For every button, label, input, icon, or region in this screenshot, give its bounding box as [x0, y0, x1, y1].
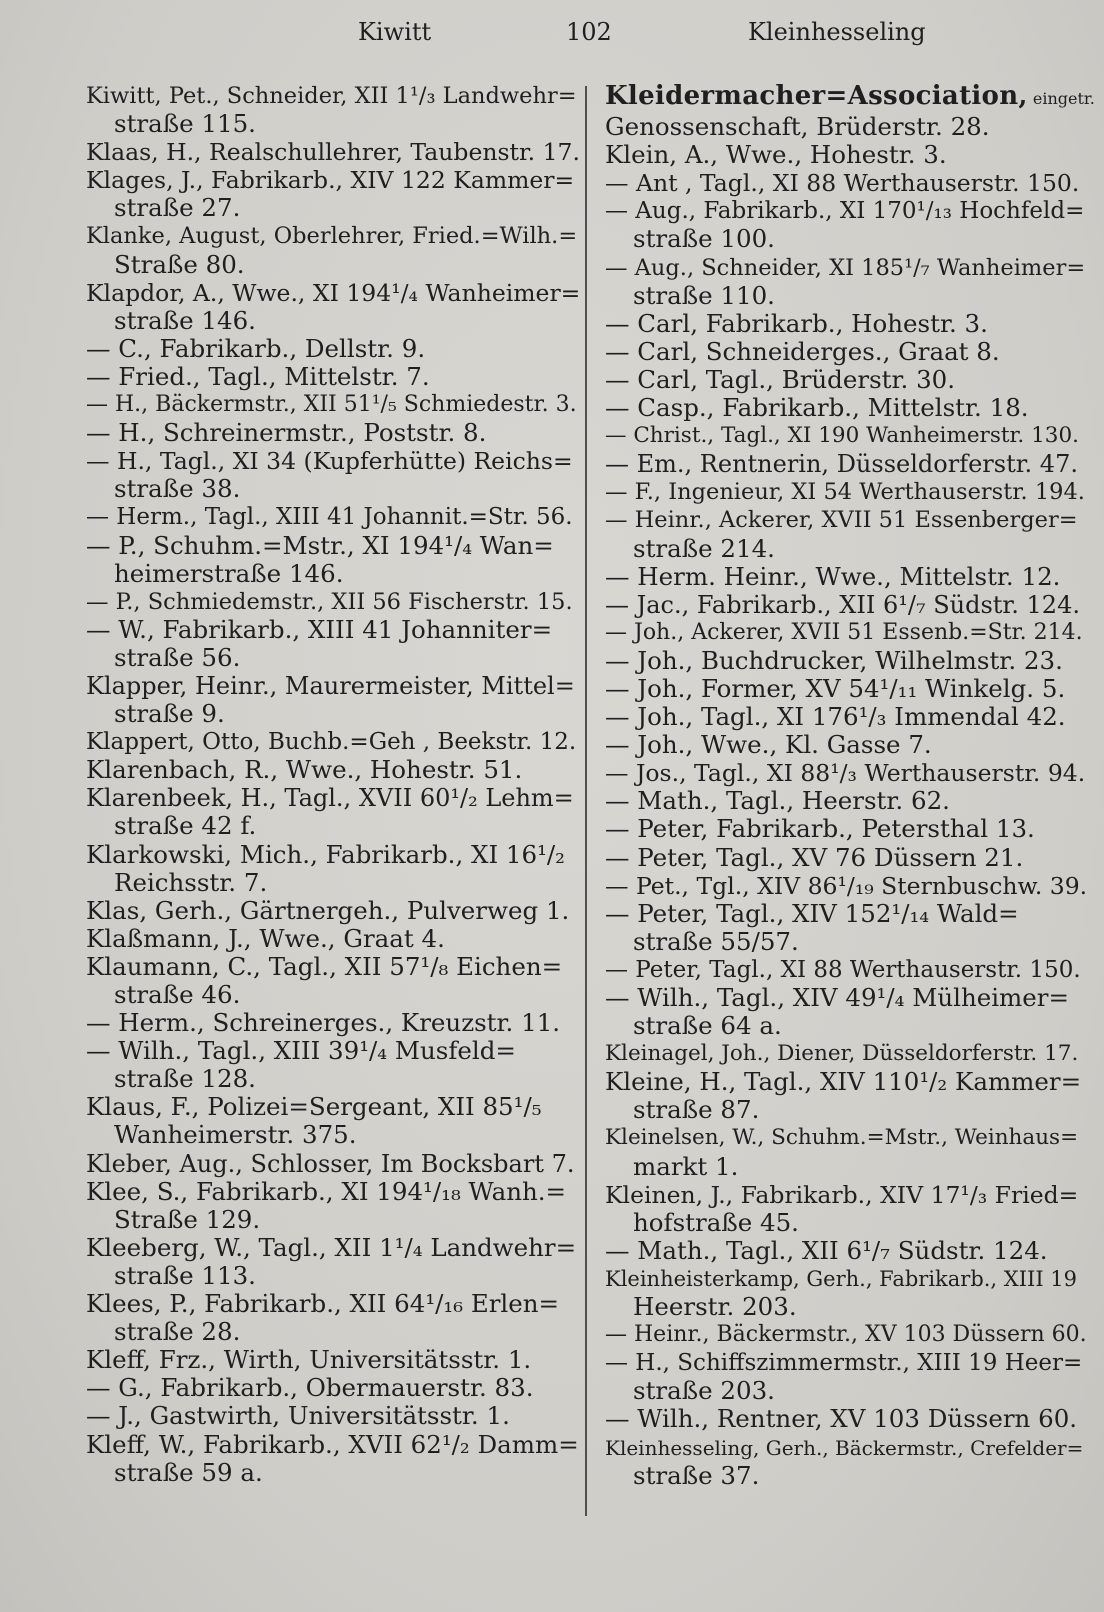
- directory-entry: [605, 1181, 1087, 1237]
- directory-entry: [86, 1431, 580, 1487]
- directory-entry: [605, 1237, 1087, 1265]
- entry-line: Kleinelsen, W., Schuhm.=Mstr., Weinhaus=: [605, 1125, 1079, 1151]
- entry-line: Klees, P., Fabrikarb., XII 64¹/₁₆ Erlen=: [86, 1289, 560, 1319]
- entry-continuation: straße 59 a.: [114, 1457, 263, 1487]
- directory-entry: [86, 1150, 580, 1178]
- entry-line: Kleinhesseling, Gerh., Bäckermstr., Crefelder=: [605, 1435, 1084, 1460]
- entry-line: — Wilh., Tagl., XIV 49¹/₄ Mülheimer=: [605, 983, 1070, 1012]
- directory-entry: [86, 1178, 580, 1234]
- entry-line: Klaßmann, J., Wwe., Graat 4.: [86, 923, 445, 953]
- directory-entry: [86, 1234, 580, 1290]
- entry-line: — Heinr., Bäckermstr., XV 103 Düssern 60.: [605, 1322, 1087, 1348]
- directory-entry: [605, 310, 1087, 338]
- entry-line: — Pet., Tgl., XIV 86¹/₁₉ Sternbuschw. 39.: [605, 871, 1088, 900]
- entry-continuation: Heerstr. 203.: [633, 1292, 797, 1322]
- directory-entry: [605, 338, 1087, 366]
- entry-continuation: straße 203.: [633, 1376, 775, 1406]
- entry-continuation: straße 38.: [114, 474, 241, 504]
- header-last-entry: Kleinhesseling: [748, 18, 926, 46]
- entry-line: — Peter, Tagl., XIV 152¹/₁₄ Wald=: [605, 898, 1019, 928]
- entry-continuation: straße 27.: [114, 193, 241, 223]
- entry-line: Kleinheisterkamp, Gerh., Fabrikarb., XIII 19: [605, 1266, 1078, 1291]
- association-title: Kleidermacher=Association,: [605, 81, 1028, 111]
- entry-line: — Aug., Fabrikarb., XI 170¹/₁₃ Hochfeld=: [605, 198, 1085, 225]
- entry-line: Klaus, F., Polizei=Sergeant, XII 85¹/₅: [86, 1092, 542, 1122]
- entry-line: — Peter, Tagl., XI 88 Werthauserstr. 150.: [605, 956, 1081, 983]
- directory-entry: [605, 1405, 1087, 1433]
- directory-entry: [86, 82, 580, 138]
- entry-continuation: straße 46.: [114, 980, 241, 1009]
- directory-entry: [86, 1009, 580, 1037]
- directory-entry: [86, 588, 580, 616]
- entry-line: — Casp., Fabrikarb., Mittelstr. 18.: [605, 393, 1029, 423]
- entry-continuation: straße 146.: [114, 305, 256, 335]
- entry-line: — Carl, Fabrikarb., Hohestr. 3.: [605, 308, 988, 338]
- entry-line: — Math., Tagl., XII 6¹/₇ Südstr. 124.: [605, 1235, 1048, 1265]
- directory-entry: [605, 1349, 1087, 1405]
- left-column: [86, 82, 580, 1487]
- entry-line: Kleine, H., Tagl., XIV 110¹/₂ Kammer=: [605, 1067, 1082, 1097]
- association-title-rest: eingetr.: [1027, 89, 1095, 108]
- page-header: [0, 18, 1104, 58]
- entry-continuation: straße 87.: [633, 1095, 760, 1125]
- entry-continuation: Wanheimerstr. 375.: [114, 1120, 357, 1150]
- directory-entry: [86, 1290, 580, 1346]
- directory-entry: [86, 841, 580, 897]
- directory-entry: [605, 506, 1087, 562]
- entry-line: Klapdor, A., Wwe., XI 194¹/₄ Wanheimer=: [86, 278, 581, 307]
- directory-entry: [605, 675, 1087, 703]
- entry-line: — Ant , Tagl., XI 88 Werthauserstr. 150.: [605, 169, 1080, 198]
- directory-entry: [605, 450, 1087, 478]
- entry-line: Klarkowski, Mich., Fabrikarb., XI 16¹/₂: [86, 839, 566, 869]
- entry-line: — H., Schreinermstr., Poststr. 8.: [86, 418, 487, 448]
- entry-line: — C., Fabrikarb., Dellstr. 9.: [86, 333, 426, 363]
- directory-entry: [605, 956, 1087, 984]
- entry-line: — H., Bäckermstr., XII 51¹/₅ Schmiedestr. 3.: [86, 392, 577, 418]
- directory-entry: [605, 591, 1087, 619]
- directory-entry: [86, 672, 580, 728]
- directory-entry: [605, 984, 1087, 1040]
- entry-line: — Aug., Schneider, XI 185¹/₇ Wanheimer=: [605, 254, 1086, 281]
- directory-entry: [605, 844, 1087, 872]
- entry-line: Kleeberg, W., Tagl., XII 1¹/₄ Landwehr=: [86, 1232, 577, 1262]
- directory-entry: [86, 532, 580, 588]
- directory-entry: [86, 166, 580, 222]
- entry-line: — Heinr., Ackerer, XVII 51 Essenberger=: [605, 507, 1078, 534]
- entry-continuation: markt 1.: [633, 1151, 739, 1181]
- entry-continuation: straße 128.: [114, 1064, 256, 1094]
- directory-entry: [605, 1040, 1087, 1068]
- entry-line: Kleinagel, Joh., Diener, Düsseldorferstr. 17.: [605, 1041, 1079, 1067]
- entry-line: — Fried., Tagl., Mittelstr. 7.: [86, 361, 430, 391]
- directory-entry: [605, 1265, 1087, 1321]
- directory-entry: [605, 563, 1087, 591]
- directory-entry: [86, 503, 580, 531]
- entry-continuation: straße 214.: [633, 533, 775, 563]
- directory-entry: [86, 925, 580, 953]
- entry-continuation: straße 28.: [114, 1317, 241, 1347]
- entry-line: — P., Schuhm.=Mstr., XI 194¹/₄ Wan=: [86, 530, 554, 560]
- entry-continuation: Straße 80.: [114, 249, 245, 279]
- entry-line: — Herm., Tagl., XIII 41 Johannit.=Str. 56.: [86, 504, 573, 531]
- directory-entry: [86, 363, 580, 391]
- entry-line: — H., Tagl., XI 34 (Kupferhütte) Reichs=: [86, 447, 573, 476]
- directory-entry: [605, 113, 1087, 141]
- entry-line: Klein, A., Wwe., Hohestr. 3.: [605, 140, 947, 170]
- entry-line: Klarenbach, R., Wwe., Hohestr. 51.: [86, 755, 523, 785]
- directory-entry: [86, 279, 580, 335]
- entry-continuation: Straße 129.: [114, 1204, 261, 1234]
- right-column-title-line: [605, 81, 1095, 113]
- entry-continuation: hofstraße 45.: [633, 1207, 799, 1237]
- entry-line: — Herm., Schreinerges., Kreuzstr. 11.: [86, 1008, 561, 1038]
- entry-continuation: straße 55/57.: [633, 926, 799, 956]
- directory-entry: [605, 787, 1087, 815]
- entry-line: Klarenbeek, H., Tagl., XVII 60¹/₂ Lehm=: [86, 784, 574, 813]
- directory-entry: [605, 141, 1087, 169]
- entry-continuation: straße 64 a.: [633, 1011, 782, 1041]
- directory-entry: [605, 254, 1087, 310]
- directory-entry: [605, 731, 1087, 759]
- entry-line: — Joh., Ackerer, XVII 51 Essenb.=Str. 214.: [605, 619, 1083, 645]
- entry-line: — Joh., Buchdrucker, Wilhelmstr. 23.: [605, 645, 1063, 675]
- directory-entry: [86, 447, 580, 503]
- entry-line: — F., Ingenieur, XI 54 Werthauserstr. 194.: [605, 479, 1085, 506]
- entry-line: Genossenschaft, Brüderstr. 28.: [605, 112, 990, 142]
- directory-entry: [605, 394, 1087, 422]
- directory-entry: [605, 619, 1087, 647]
- entry-line: Klaas, H., Realschullehrer, Taubenstr. 17.: [86, 138, 580, 167]
- directory-entry: [605, 759, 1087, 787]
- entry-line: — Carl, Schneiderges., Graat 8.: [605, 336, 1000, 366]
- directory-entry: [605, 366, 1087, 394]
- directory-entry: [86, 756, 580, 784]
- entry-line: Klappert, Otto, Buchb.=Geh , Beekstr. 12.: [86, 729, 577, 756]
- entry-continuation: straße 42 f.: [114, 811, 257, 841]
- directory-entry: [86, 784, 580, 840]
- entry-line: Kleff, Frz., Wirth, Universitätsstr. 1.: [86, 1345, 532, 1375]
- directory-entry: [605, 169, 1087, 197]
- directory-entry: [86, 1037, 580, 1093]
- directory-entry: [605, 1068, 1087, 1124]
- entry-line: Klapper, Heinr., Maurermeister, Mittel=: [86, 671, 575, 700]
- entry-continuation: straße 110.: [633, 280, 775, 310]
- entry-line: Klanke, August, Oberlehrer, Fried.=Wilh.=: [86, 223, 578, 250]
- directory-entry: [605, 647, 1087, 675]
- entry-line: — Peter, Tagl., XV 76 Düssern 21.: [605, 842, 1024, 872]
- entry-line: — Joh., Former, XV 54¹/₁₁ Winkelg. 5.: [605, 673, 1066, 703]
- entry-line: — G., Fabrikarb., Obermauerstr. 83.: [86, 1373, 534, 1403]
- directory-entry: [86, 953, 580, 1009]
- entry-line: — Christ., Tagl., XI 190 Wanheimerstr. 130.: [605, 423, 1079, 449]
- entry-line: — P., Schmiedemstr., XII 56 Fischerstr. 15.: [86, 588, 573, 615]
- header-first-entry: Kiwitt: [358, 18, 432, 46]
- directory-entry: [86, 391, 580, 419]
- entry-line: Kiwitt, Pet., Schneider, XII 1¹/₃ Landwehr=: [86, 83, 577, 109]
- directory-entry: [605, 422, 1087, 450]
- entry-line: — Carl, Tagl., Brüderstr. 30.: [605, 364, 956, 394]
- directory-entry: [605, 872, 1087, 900]
- entry-line: Klas, Gerh., Gärtnergeh., Pulverweg 1.: [86, 895, 570, 925]
- entry-continuation: straße 9.: [114, 699, 225, 729]
- directory-entry: [86, 1346, 580, 1374]
- entry-line: Klages, J., Fabrikarb., XIV 122 Kammer=: [86, 166, 575, 195]
- entry-line: — J., Gastwirth, Universitätsstr. 1.: [86, 1401, 510, 1431]
- directory-entry: [86, 1402, 580, 1430]
- directory-entry: [605, 900, 1087, 956]
- entry-line: — Em., Rentnerin, Düsseldorferstr. 47.: [605, 450, 1078, 479]
- entry-line: Kleinen, J., Fabrikarb., XIV 17¹/₃ Fried=: [605, 1180, 1079, 1209]
- directory-entry: [86, 616, 580, 672]
- entry-line: — Jos., Tagl., XI 88¹/₃ Werthauserstr. 94.: [605, 759, 1086, 788]
- entry-line: — Wilh., Tagl., XIII 39¹/₄ Musfeld=: [86, 1036, 516, 1066]
- directory-entry: [605, 1321, 1087, 1349]
- entry-continuation: straße 113.: [114, 1260, 256, 1290]
- directory-entry: [605, 1124, 1087, 1180]
- entry-line: — Jac., Fabrikarb., XII 6¹/₇ Südstr. 124.: [605, 590, 1080, 619]
- entry-line: — Joh., Wwe., Kl. Gasse 7.: [605, 730, 932, 760]
- entry-line: — Peter, Fabrikarb., Petersthal 13.: [605, 814, 1035, 844]
- entry-line: Klee, S., Fabrikarb., XI 194¹/₁₈ Wanh.=: [86, 1176, 567, 1206]
- entry-line: — Wilh., Rentner, XV 103 Düssern 60.: [605, 1404, 1078, 1434]
- entry-line: — Math., Tagl., Heerstr. 62.: [605, 786, 950, 816]
- directory-entry: [86, 1093, 580, 1149]
- directory-entry: [86, 335, 580, 363]
- directory-entry: [86, 222, 580, 278]
- directory-entry: [86, 728, 580, 756]
- entry-line: — Herm. Heinr., Wwe., Mittelstr. 12.: [605, 561, 1061, 591]
- directory-entry: [605, 478, 1087, 506]
- directory-entry: [86, 897, 580, 925]
- directory-entry: [605, 197, 1087, 253]
- directory-entry: [86, 419, 580, 447]
- entry-continuation: straße 115.: [114, 109, 256, 139]
- entry-continuation: straße 100.: [633, 224, 775, 254]
- entry-line: Kleff, W., Fabrikarb., XVII 62¹/₂ Damm=: [86, 1429, 579, 1459]
- entry-line: Klaumann, C., Tagl., XII 57¹/₈ Eichen=: [86, 951, 563, 981]
- directory-entry: [605, 815, 1087, 843]
- entry-line: Kleber, Aug., Schlosser, Im Bocksbart 7.: [86, 1149, 575, 1178]
- entry-line: — W., Fabrikarb., XIII 41 Johanniter=: [86, 614, 553, 644]
- entry-line: — Joh., Tagl., XI 176¹/₃ Immendal 42.: [605, 702, 1066, 732]
- directory-entry: [86, 138, 580, 166]
- page-number: 102: [566, 18, 612, 46]
- entry-continuation: straße 37.: [633, 1460, 760, 1490]
- directory-entry: [86, 1374, 580, 1402]
- entry-continuation: heimerstraße 146.: [114, 558, 344, 588]
- directory-entry: [605, 703, 1087, 731]
- entry-continuation: straße 56.: [114, 642, 241, 672]
- entry-line: — H., Schiffszimmermstr., XIII 19 Heer=: [605, 1350, 1083, 1377]
- column-divider: [585, 86, 587, 1516]
- directory-entry: [605, 1434, 1087, 1490]
- right-column: [605, 81, 1095, 1490]
- entry-continuation: Reichsstr. 7.: [114, 867, 268, 897]
